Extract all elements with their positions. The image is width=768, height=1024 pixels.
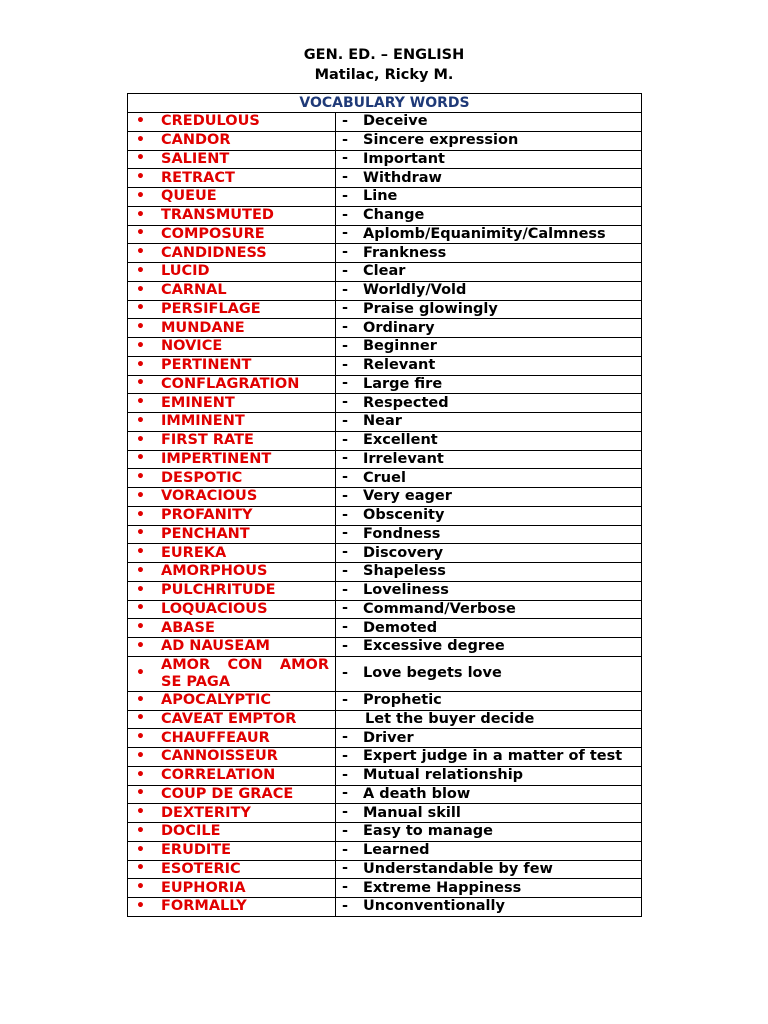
bullet-icon: • [136, 319, 145, 336]
dash-separator: - [342, 112, 349, 129]
bullet-icon: • [136, 638, 145, 655]
vocab-definition: Discovery [363, 544, 444, 561]
vocab-definition: Shapeless [363, 563, 446, 580]
bullet-icon: • [136, 766, 145, 783]
bullet-icon: • [136, 506, 145, 523]
vocab-definition: Frankness [363, 244, 447, 261]
vocab-definition: Mutual relationship [363, 767, 524, 784]
bullet-icon: • [136, 356, 145, 373]
vocab-word: DOCILE [161, 823, 221, 840]
vocab-definition-cell [336, 898, 642, 917]
vocab-definition: Excessive degree [363, 638, 505, 655]
vocab-definition-cell [336, 525, 642, 544]
vocab-word-cell [128, 656, 336, 691]
vocab-word: COUP DE GRACE [161, 785, 294, 802]
dash-separator: - [342, 747, 349, 764]
bullet-icon: • [136, 823, 145, 840]
bullet-icon: • [136, 338, 145, 355]
dash-separator: - [342, 487, 349, 504]
vocab-word-cell [128, 225, 336, 244]
vocab-definition-cell [336, 879, 642, 898]
table-row [128, 394, 642, 413]
vocab-definition-cell [336, 748, 642, 767]
vocab-definition: Obscenity [363, 507, 445, 524]
vocab-word-cell [128, 581, 336, 600]
bullet-icon: • [136, 544, 145, 561]
dash-separator: - [342, 841, 349, 858]
vocab-definition: Beginner [363, 338, 437, 355]
vocab-word-cell [128, 804, 336, 823]
bullet-icon: • [136, 431, 145, 448]
table-row [128, 113, 642, 132]
bullet-icon: • [136, 469, 145, 486]
dash-separator: - [342, 618, 349, 635]
vocab-definition: Ordinary [363, 319, 435, 336]
table-row [128, 785, 642, 804]
vocab-word: AD NAUSEAM [161, 638, 270, 655]
vocab-word-cell [128, 600, 336, 619]
vocab-word: QUEUE [161, 188, 217, 205]
dash-separator: - [342, 206, 349, 223]
bullet-icon: • [136, 841, 145, 858]
vocab-word-cell [128, 375, 336, 394]
dash-separator: - [342, 281, 349, 298]
vocab-definition: Relevant [363, 357, 436, 374]
vocab-definition: Change [363, 207, 425, 224]
bullet-icon: • [136, 898, 145, 915]
vocab-word-cell [128, 506, 336, 525]
table-row [128, 169, 642, 188]
vocab-word: CREDULOUS [161, 113, 260, 130]
vocab-word-cell [128, 766, 336, 785]
vocab-definition-cell [336, 581, 642, 600]
vocab-word: APOCALYPTIC [161, 692, 272, 709]
vocab-word-cell [128, 860, 336, 879]
table-row [128, 860, 642, 879]
vocab-word: AMORPHOUS [161, 563, 268, 580]
dash-separator: - [342, 356, 349, 373]
dash-separator: - [342, 318, 349, 335]
vocab-word-cell [128, 281, 336, 300]
vocab-definition: Praise glowingly [363, 300, 498, 317]
vocab-word: DEXTERITY [161, 804, 251, 821]
vocab-word: TRANSMUTED [161, 207, 274, 224]
vocab-word: SALIENT [161, 150, 230, 167]
vocab-definition: Worldly/Vold [363, 282, 467, 299]
bullet-icon: • [136, 413, 145, 430]
table-row [128, 450, 642, 469]
vocab-word: LUCID [161, 263, 210, 280]
dash-separator: - [342, 600, 349, 617]
vocab-definition: Demoted [363, 619, 438, 636]
table-row [128, 319, 642, 338]
vocab-word: CANNOISSEUR [161, 748, 278, 765]
dash-separator: - [342, 543, 349, 560]
dash-separator: - [342, 412, 349, 429]
table-row [128, 823, 642, 842]
vocab-definition: Irrelevant [363, 450, 444, 467]
bullet-icon: • [136, 691, 145, 708]
bullet-icon: • [136, 525, 145, 542]
table-row [128, 729, 642, 748]
vocab-word: EUREKA [161, 544, 227, 561]
dash-separator: - [342, 225, 349, 242]
vocab-definition-cell [336, 113, 642, 132]
vocab-definition-cell [336, 225, 642, 244]
vocab-definition: Unconventionally [363, 898, 505, 915]
dash-separator: - [342, 337, 349, 354]
bullet-icon: • [136, 710, 145, 727]
dash-separator: - [342, 243, 349, 260]
table-row [128, 841, 642, 860]
table-row [128, 525, 642, 544]
table-row [128, 619, 642, 638]
bullet-icon: • [136, 300, 145, 317]
table-row [128, 804, 642, 823]
table-row [128, 150, 642, 169]
vocab-definition: Prophetic [363, 692, 442, 709]
vocab-definition: Very eager [363, 488, 452, 505]
vocab-word: MUNDANE [161, 319, 245, 336]
bullet-icon: • [136, 563, 145, 580]
vocab-definition: Clear [363, 263, 406, 280]
table-row [128, 356, 642, 375]
bullet-icon: • [136, 581, 145, 598]
vocab-word: FORMALLY [161, 898, 247, 915]
table-row [128, 431, 642, 450]
vocab-definition-cell [336, 206, 642, 225]
vocab-definition: Large fire [363, 375, 443, 392]
vocab-word: ESOTERIC [161, 860, 241, 877]
bullet-icon: • [136, 244, 145, 261]
vocab-definition-cell [336, 841, 642, 860]
bullet-icon: • [136, 131, 145, 148]
table-row [128, 225, 642, 244]
vocab-definition-cell [336, 150, 642, 169]
bullet-icon: • [136, 375, 145, 392]
vocab-definition-cell [336, 729, 642, 748]
vocab-definition: A death blow [363, 785, 471, 802]
vocab-word-cell [128, 563, 336, 582]
vocab-definition-cell [336, 263, 642, 282]
vocab-word-cell [128, 394, 336, 413]
table-row [128, 600, 642, 619]
vocab-definition-cell [336, 131, 642, 150]
vocab-word-cell [128, 841, 336, 860]
vocab-word: PENCHANT [161, 525, 250, 542]
vocab-definition: Important [363, 150, 445, 167]
vocab-definition-cell [336, 600, 642, 619]
bullet-icon: • [136, 450, 145, 467]
vocab-word: ERUDITE [161, 842, 232, 859]
vocab-word-cell [128, 244, 336, 263]
vocab-definition-cell [336, 188, 642, 207]
vocab-word-cell [128, 469, 336, 488]
bullet-icon: • [136, 113, 145, 130]
dash-separator: - [342, 450, 349, 467]
bullet-icon: • [136, 804, 145, 821]
vocab-word: IMMINENT [161, 413, 245, 430]
vocab-word-cell [128, 131, 336, 150]
dash-separator: - [342, 468, 349, 485]
vocab-definition: Expert judge in a matter of test [363, 748, 623, 765]
vocab-word: LOQUACIOUS [161, 600, 268, 617]
author-name: Matilac, Ricky M. [314, 67, 454, 83]
table-row [128, 506, 642, 525]
vocab-definition: Understandable by few [363, 860, 553, 877]
dash-separator: - [342, 803, 349, 820]
table-row [128, 206, 642, 225]
vocab-word-cell [128, 638, 336, 657]
bullet-icon: • [136, 879, 145, 896]
vocab-definition-cell [336, 169, 642, 188]
table-row [128, 281, 642, 300]
vocab-definition-cell [336, 338, 642, 357]
bullet-icon: • [136, 169, 145, 186]
vocab-definition: Aplomb/Equanimity/Calmness [363, 225, 606, 242]
dash-separator: - [342, 187, 349, 204]
table-row [128, 413, 642, 432]
dash-separator: - [342, 525, 349, 542]
table-row [128, 638, 642, 657]
vocab-definition-cell [336, 450, 642, 469]
vocab-word: PROFANITY [161, 507, 253, 524]
vocab-word-cell [128, 823, 336, 842]
dash-separator: - [342, 860, 349, 877]
vocab-definition: Driver [363, 729, 414, 746]
vocab-word: NOVICE [161, 338, 223, 355]
table-row [128, 469, 642, 488]
vocab-definition: Line [363, 188, 398, 205]
vocab-word: PERTINENT [161, 357, 252, 374]
vocab-word: PERSIFLAGE [161, 300, 261, 317]
vocab-definition: Command/Verbose [363, 600, 516, 617]
vocab-word-cell [128, 879, 336, 898]
table-row [128, 581, 642, 600]
vocab-word-cell [128, 206, 336, 225]
dash-separator: - [342, 822, 349, 839]
dash-separator: - [342, 506, 349, 523]
dash-separator: - [342, 431, 349, 448]
vocab-definition-cell [336, 638, 642, 657]
table-title: VOCABULARY WORDS [128, 94, 642, 113]
vocab-word-cell [128, 710, 336, 729]
vocab-word: EUPHORIA [161, 879, 246, 896]
vocab-word: ABASE [161, 619, 215, 636]
vocab-definition: Let the buyer decide [365, 710, 535, 727]
vocab-definition: Easy to manage [363, 823, 493, 840]
dash-separator: - [342, 581, 349, 598]
table-row [128, 563, 642, 582]
vocab-definition-cell [336, 394, 642, 413]
bullet-icon: • [136, 785, 145, 802]
vocab-definition: Deceive [363, 113, 428, 130]
vocab-word: PULCHRITUDE [161, 582, 276, 599]
table-row [128, 131, 642, 150]
vocab-word-cell [128, 619, 336, 638]
dash-separator: - [342, 728, 349, 745]
vocab-definition: Excellent [363, 432, 438, 449]
vocab-definition-cell [336, 300, 642, 319]
vocab-word-cell [128, 785, 336, 804]
vocab-definition-cell [336, 804, 642, 823]
table-row [128, 375, 642, 394]
vocab-word-cell [128, 691, 336, 710]
bullet-icon: • [136, 664, 145, 681]
vocab-definition-cell [336, 619, 642, 638]
vocab-word: COMPOSURE [161, 225, 265, 242]
table-row [128, 544, 642, 563]
vocab-word-cell [128, 169, 336, 188]
vocab-definition: Respected [363, 394, 449, 411]
vocab-definition-cell [336, 710, 642, 729]
vocab-word-cell [128, 356, 336, 375]
vocab-word: IMPERTINENT [161, 450, 272, 467]
dash-separator: - [342, 300, 349, 317]
vocab-word-cell [128, 263, 336, 282]
vocab-word-cell [128, 431, 336, 450]
vocab-word-cell [128, 729, 336, 748]
vocab-definition: Cruel [363, 469, 406, 486]
vocab-word-cell [128, 338, 336, 357]
table-row [128, 766, 642, 785]
vocab-definition-cell [336, 488, 642, 507]
bullet-icon: • [136, 600, 145, 617]
vocab-word: FIRST RATE [161, 432, 254, 449]
vocab-word-cell [128, 113, 336, 132]
bullet-icon: • [136, 188, 145, 205]
vocab-word-cell [128, 188, 336, 207]
vocab-definition: Near [363, 413, 402, 430]
vocab-word: AMOR CON AMOR SE PAGA [161, 656, 329, 690]
vocab-word-cell [128, 898, 336, 917]
vocab-word-cell [128, 413, 336, 432]
vocab-word: CAVEAT EMPTOR [161, 710, 297, 727]
vocab-word-cell [128, 150, 336, 169]
vocab-definition: Loveliness [363, 582, 449, 599]
vocab-definition-cell [336, 356, 642, 375]
vocab-word: CORRELATION [161, 767, 276, 784]
vocab-definition-cell [336, 823, 642, 842]
bullet-icon: • [136, 729, 145, 746]
vocab-definition-cell [336, 375, 642, 394]
table-row [128, 488, 642, 507]
vocab-definition: Fondness [363, 525, 441, 542]
vocab-word: VORACIOUS [161, 488, 258, 505]
dash-separator: - [342, 150, 349, 167]
dash-separator: - [342, 131, 349, 148]
vocab-word: CHAUFFEAUR [161, 729, 270, 746]
dash-separator: - [342, 562, 349, 579]
bullet-icon: • [136, 225, 145, 242]
vocab-definition: Sincere expression [363, 132, 519, 149]
vocab-definition-cell [336, 860, 642, 879]
bullet-icon: • [136, 860, 145, 877]
vocab-word-cell [128, 300, 336, 319]
table-row [128, 263, 642, 282]
dash-separator: - [342, 375, 349, 392]
vocab-word: DESPOTIC [161, 469, 243, 486]
table-row [128, 898, 642, 917]
vocab-definition-cell [336, 656, 642, 691]
vocab-word: CONFLAGRATION [161, 375, 300, 392]
vocab-definition-cell [336, 244, 642, 263]
table-row [128, 691, 642, 710]
vocab-word-cell [128, 544, 336, 563]
vocab-word: CANDOR [161, 132, 231, 149]
vocab-definition-cell [336, 281, 642, 300]
dash-separator: - [342, 637, 349, 654]
dash-separator: - [342, 168, 349, 185]
dash-separator: - [342, 691, 349, 708]
vocab-word: RETRACT [161, 169, 235, 186]
table-row [128, 656, 642, 691]
vocab-definition-cell [336, 785, 642, 804]
bullet-icon: • [136, 748, 145, 765]
vocab-definition-cell [336, 691, 642, 710]
vocab-definition-cell [336, 563, 642, 582]
table-row [128, 338, 642, 357]
bullet-icon: • [136, 619, 145, 636]
vocab-definition: Manual skill [363, 804, 461, 821]
bullet-icon: • [136, 263, 145, 280]
course-title: GEN. ED. – ENGLISH [303, 47, 465, 63]
table-row [128, 748, 642, 767]
dash-separator: - [342, 393, 349, 410]
table-row [128, 300, 642, 319]
vocab-word-cell [128, 488, 336, 507]
dash-separator: - [342, 766, 349, 783]
vocab-definition: Love begets love [363, 665, 502, 682]
table-title-row [128, 94, 642, 113]
vocabulary-table [127, 93, 642, 917]
bullet-icon: • [136, 488, 145, 505]
vocab-definition: Withdraw [363, 169, 442, 186]
dash-separator: - [342, 897, 349, 914]
vocab-word: CANDIDNESS [161, 244, 267, 261]
dash-separator: - [342, 785, 349, 802]
vocab-word-cell [128, 450, 336, 469]
vocab-definition-cell [336, 431, 642, 450]
table-row [128, 879, 642, 898]
vocab-definition-cell [336, 413, 642, 432]
vocab-definition: Extreme Happiness [363, 879, 522, 896]
vocab-word: EMINENT [161, 394, 235, 411]
dash-separator: - [342, 664, 349, 681]
dash-separator: - [342, 262, 349, 279]
bullet-icon: • [136, 150, 145, 167]
vocab-word-cell [128, 319, 336, 338]
table-row [128, 244, 642, 263]
vocab-definition-cell [336, 469, 642, 488]
vocab-definition-cell [336, 319, 642, 338]
vocab-definition-cell [336, 506, 642, 525]
bullet-icon: • [136, 394, 145, 411]
vocab-definition: Learned [363, 842, 430, 859]
bullet-icon: • [136, 281, 145, 298]
vocab-word-cell [128, 748, 336, 767]
vocab-definition-cell [336, 766, 642, 785]
dash-separator: - [342, 878, 349, 895]
table-row [128, 188, 642, 207]
vocab-word-cell [128, 525, 336, 544]
bullet-icon: • [136, 206, 145, 223]
table-row [128, 710, 642, 729]
vocab-word: CARNAL [161, 282, 227, 299]
vocab-definition-cell [336, 544, 642, 563]
document-header [0, 45, 768, 85]
